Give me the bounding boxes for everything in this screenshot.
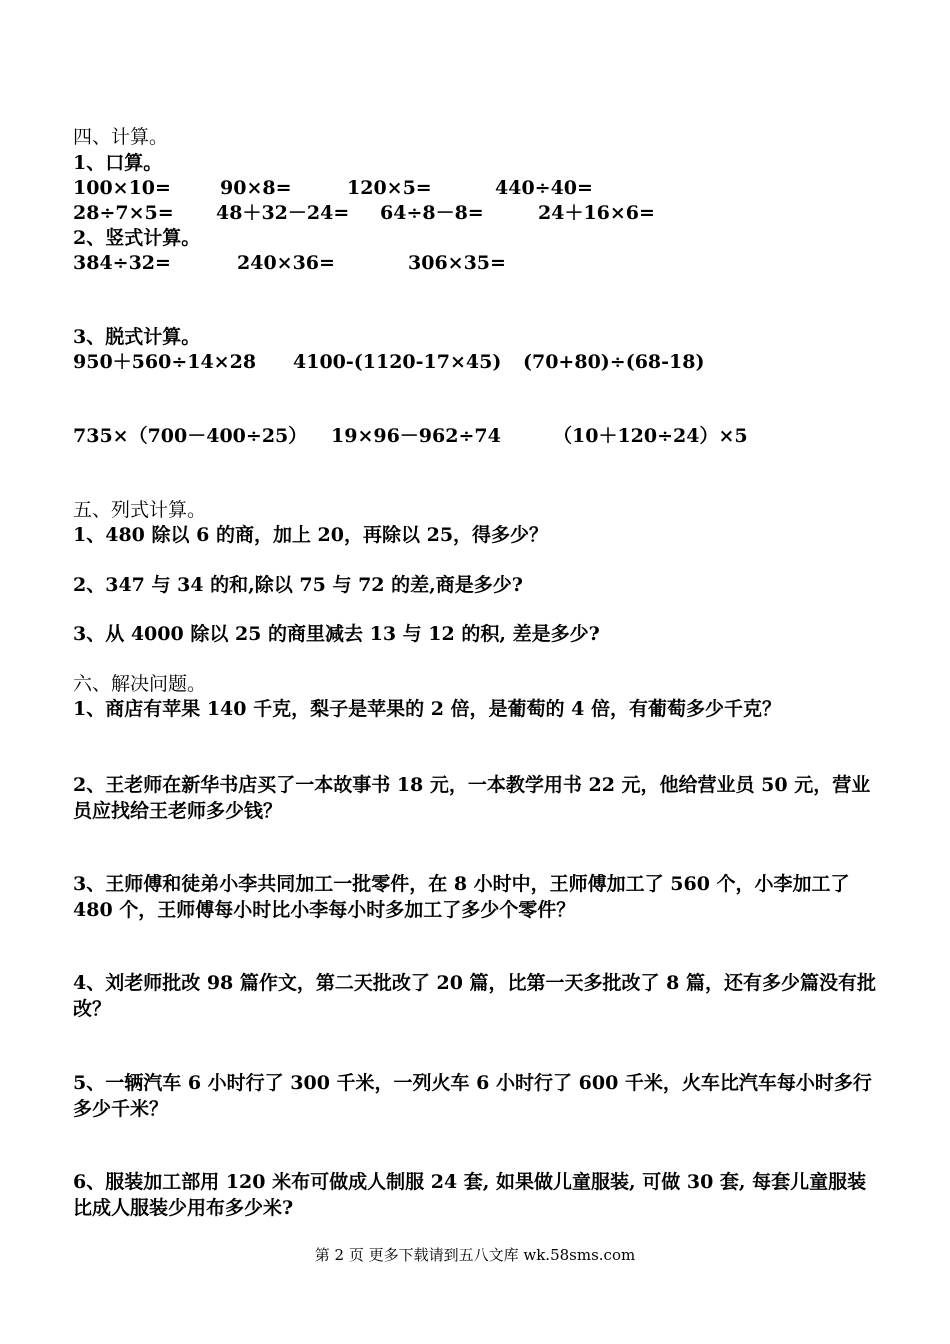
section-5-question-1: 1、480 除以 6 的商，加上 20，再除以 25，得多少？ xyxy=(73,524,549,546)
oral-calc-item: 90×8= xyxy=(220,177,292,199)
oral-calc-item: 440÷40= xyxy=(495,177,593,199)
stepwise-calc-item: （10＋120÷24）×5 xyxy=(553,425,748,447)
stepwise-calc-item: 19×96－962÷74 xyxy=(331,425,501,447)
section-6-question-2: 2、王老师在新华书店买了一本故事书 18 元，一本教学用书 22 元，他给营业员 50 元，营业员应找给王老师多少钱？ xyxy=(73,774,871,822)
section-6-question-4: 4、刘老师批改 98 篇作文，第二天批改了 20 篇，比第一天多批改了 8 篇，还有多少篇没有批改？ xyxy=(73,972,877,1020)
oral-calc-item: 28÷7×5= xyxy=(73,202,174,224)
section-5-title: 五、列式计算。 xyxy=(73,499,207,521)
page-footer: 第 2 页 更多下载请到五八文库 wk.58sms.com xyxy=(314,1246,636,1264)
section-4-title: 四、计算。 xyxy=(73,126,169,148)
section-6-question-1: 1、商店有苹果 140 千克，梨子是苹果的 2 倍，是葡萄的 4 倍，有葡萄多少千克？ xyxy=(73,698,782,720)
section-4-sub-2: 2、竖式计算。 xyxy=(73,227,201,249)
section-5-question-2: 2、347 与 34 的和,除以 75 与 72 的差,商是多少? xyxy=(73,574,523,596)
vertical-calc-item: 240×36= xyxy=(237,252,335,274)
stepwise-calc-item: 735×（700－400÷25） xyxy=(73,425,308,447)
section-5-question-3: 3、从 4000 除以 25 的商里减去 13 与 12 的积, 差是多少? xyxy=(73,623,600,645)
oral-calc-item: 64÷8－8= xyxy=(380,202,484,224)
oral-calc-item: 48＋32－24= xyxy=(216,202,350,224)
section-6-question-5: 5、一辆汽车 6 小时行了 300 千米，一列火车 6 小时行了 600 千米，火车比汽车每小时多行多少千米？ xyxy=(73,1072,872,1120)
oral-calc-item: 24＋16×6= xyxy=(538,202,655,224)
section-4-sub-3: 3、脱式计算。 xyxy=(73,326,201,348)
section-6-question-3: 3、王师傅和徒弟小李共同加工一批零件，在 8 小时中，王师傅加工了 560 个，小李加工了 480 个，王师傅每小时比小李每小时多加工了多少个零件？ xyxy=(73,873,850,921)
section-6-question-6: 6、服装加工部用 120 米布可做成人制服 24 套, 如果做儿童服装, 可做 30 套, 每套儿童服装比成人服装少用布多少米? xyxy=(73,1171,867,1219)
stepwise-calc-item: 950＋560÷14×28 xyxy=(73,351,257,373)
stepwise-calc-item: 4100-(1120-17×45) xyxy=(293,351,502,373)
section-4-sub-1: 1、口算。 xyxy=(73,152,163,174)
oral-calc-item: 100×10= xyxy=(73,177,171,199)
vertical-calc-item: 306×35= xyxy=(408,252,506,274)
vertical-calc-item: 384÷32= xyxy=(73,252,171,274)
stepwise-calc-item: (70+80)÷(68-18) xyxy=(523,351,705,373)
oral-calc-item: 120×5= xyxy=(347,177,432,199)
section-6-title: 六、解决问题。 xyxy=(73,673,207,695)
